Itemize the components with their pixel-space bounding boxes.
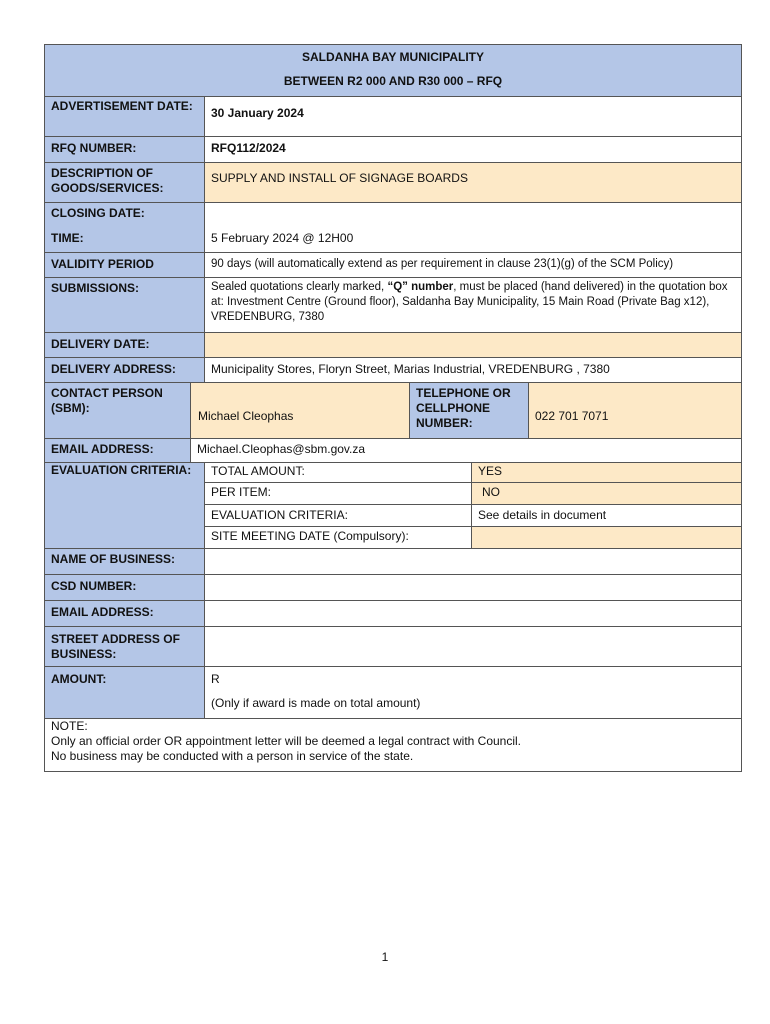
description-value: SUPPLY AND INSTALL OF SIGNAGE BOARDS [205, 163, 741, 202]
advertisement-date-label: ADVERTISEMENT DATE: [45, 97, 205, 136]
telephone-value: 022 701 7071 [529, 383, 741, 438]
rfq-number-label: RFQ NUMBER: [45, 137, 205, 162]
description-label: DESCRIPTION OF GOODS/SERVICES: [45, 163, 205, 202]
amount-value: R [211, 672, 220, 686]
evaluation-block [45, 463, 741, 549]
email-label: EMAIL ADDRESS: [45, 439, 191, 462]
telephone-label: TELEPHONE OR CELLPHONE NUMBER: [410, 383, 529, 438]
description-row [45, 163, 741, 203]
csd-number-row [45, 575, 741, 601]
business-email-label: EMAIL ADDRESS: [45, 601, 205, 626]
advertisement-date-row [45, 97, 741, 137]
submissions-label: SUBMISSIONS: [45, 278, 205, 332]
business-name-row [45, 549, 741, 575]
rfq-form [44, 44, 742, 772]
delivery-address-row [45, 358, 741, 383]
contact-person-name: Michael Cleophas [191, 383, 410, 438]
business-name-label: NAME OF BUSINESS: [45, 549, 205, 574]
submissions-row [45, 278, 741, 333]
submissions-value: Sealed quotations clearly marked, “Q” number, must be placed (hand delivered) in the quotation box at: Investment Centre (Ground floor), Saldanha Bay Municipality, 15 Main Road (Private Bag x12), VREDENBURG, 7380 [211, 281, 728, 323]
evaluation-row: PER ITEM: NO [205, 483, 741, 505]
street-address-label: STREET ADDRESS OF BUSINESS: [45, 627, 205, 666]
business-email-field[interactable] [205, 601, 741, 626]
contact-row [45, 383, 741, 439]
business-email-row [45, 601, 741, 627]
delivery-date-value [205, 333, 741, 357]
amount-note: (Only if award is made on total amount) [211, 696, 421, 710]
delivery-date-row [45, 333, 741, 358]
advertisement-date-value: 30 January 2024 [211, 106, 304, 120]
delivery-date-label: DELIVERY DATE: [45, 333, 205, 357]
closing-row [45, 203, 741, 253]
evaluation-label: EVALUATION CRITERIA: [45, 463, 205, 548]
street-address-row [45, 627, 741, 667]
amount-label: AMOUNT: [45, 667, 205, 718]
q-number-emphasis: “Q” number [387, 281, 454, 293]
validity-value: 90 days (will automatically extend as per requirement in clause 23(1)(g) of the SCM Policy) [211, 258, 674, 270]
evaluation-row: SITE MEETING DATE (Compulsory): [205, 527, 741, 548]
amount-row [45, 667, 741, 719]
rfq-range-subtitle: BETWEEN R2 000 AND R30 000 – RFQ [283, 74, 503, 88]
csd-number-field[interactable] [205, 575, 741, 600]
closing-date-label: CLOSING DATE: [51, 206, 145, 220]
time-label: TIME: [51, 231, 84, 245]
page-number: 1 [381, 950, 389, 964]
delivery-address-value: Municipality Stores, Floryn Street, Marias Industrial, VREDENBURG , 7380 [211, 362, 610, 376]
note-line: Only an official order OR appointment letter will be deemed a legal contract with Council. [51, 734, 522, 748]
form-header [45, 45, 741, 97]
contact-person-label: CONTACT PERSON (SBM): [45, 383, 191, 438]
validity-row [45, 253, 741, 278]
municipality-title: SALDANHA BAY MUNICIPALITY [301, 50, 484, 64]
business-name-field[interactable] [205, 549, 741, 574]
evaluation-table [205, 463, 741, 548]
validity-label: VALIDITY PERIOD [45, 253, 205, 277]
note-line: No business may be conducted with a person in service of the state. [51, 749, 414, 763]
closing-time-value: 5 February 2024 @ 12H00 [211, 231, 354, 245]
delivery-address-label: DELIVERY ADDRESS: [45, 358, 205, 382]
note-block [45, 719, 741, 771]
csd-number-label: CSD NUMBER: [45, 575, 205, 600]
note-title: NOTE: [51, 719, 88, 733]
street-address-field[interactable] [205, 627, 741, 666]
email-value: Michael.Cleophas@sbm.gov.za [197, 442, 366, 456]
evaluation-row: TOTAL AMOUNT: YES [205, 463, 741, 483]
rfq-number-value: RFQ112/2024 [211, 141, 286, 155]
email-row [45, 439, 741, 463]
evaluation-row: EVALUATION CRITERIA: See details in document [205, 505, 741, 527]
rfq-number-row [45, 137, 741, 163]
